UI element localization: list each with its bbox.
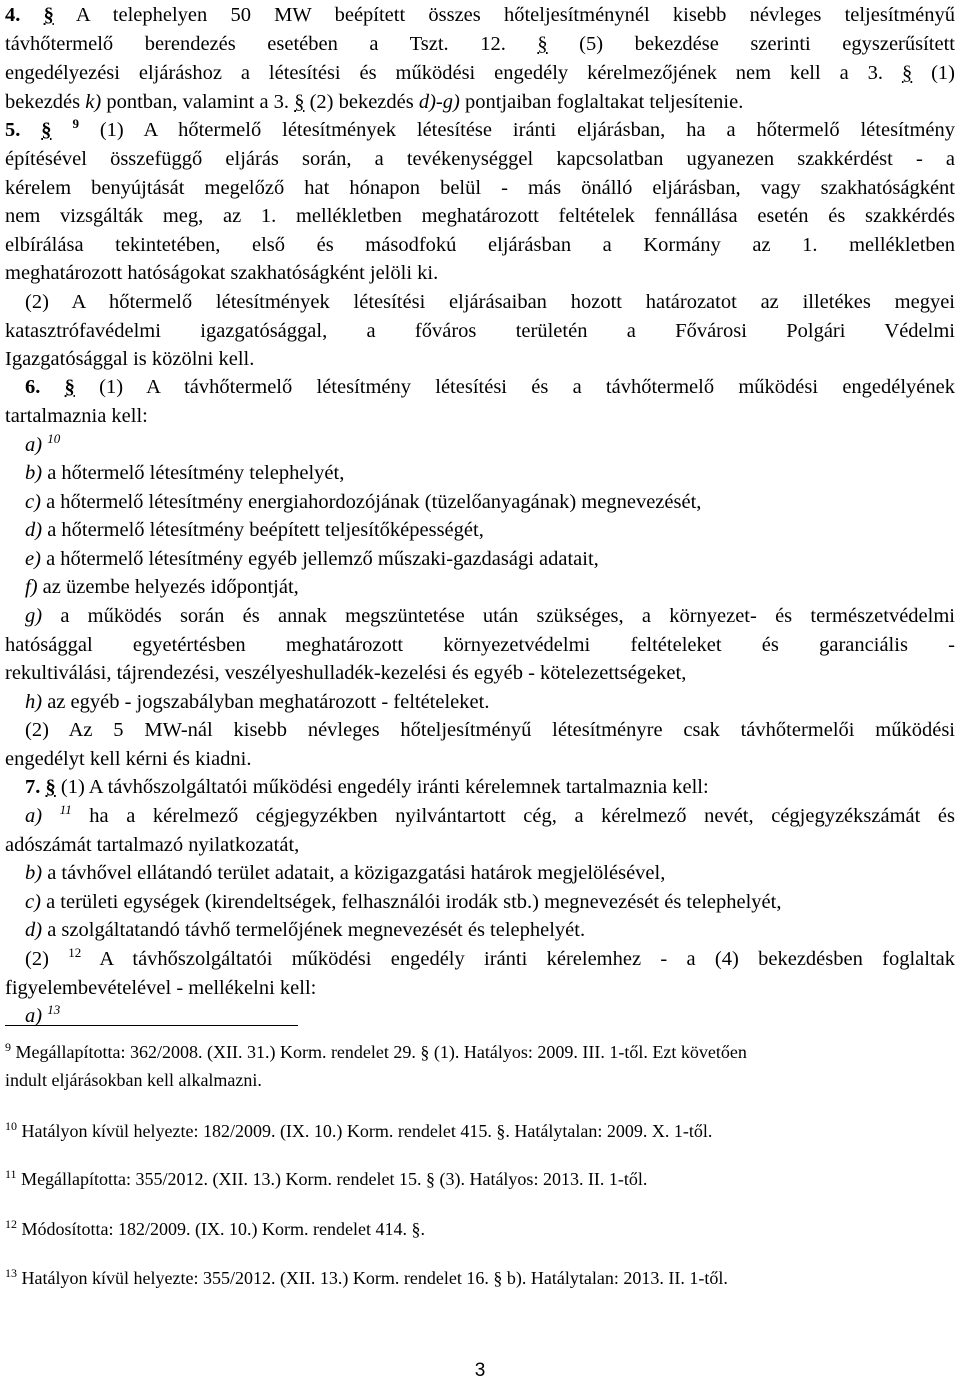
footnote-separator [5,1025,298,1026]
item-label: g) [25,605,43,627]
section-5-line-1 [5,117,955,143]
s7-item-b [25,860,955,886]
item-label: c) [25,491,41,513]
section-6-para-2-line-1: (2) Az 5 MW-nál kisebb névleges hőteljesítményű létesítményre csak távhőtermelői működési [25,719,955,741]
item-text: a hőtermelő létesítmény beépített teljesítőképességét, [42,519,484,541]
footnote-number: 13 [5,1266,17,1280]
footnote-text: Hatályon kívül helyezte: 182/2009. (IX. 10.) Korm. rendelet 415. §. Hatálytalan: 2009. X. 1-től. [17,1121,713,1141]
item-text: a távhővel ellátandó terület adatait, a közigazgatási határok megjelölésével, [42,862,666,884]
footnote-number: 11 [5,1167,17,1181]
item-text: a területi egységek (kirendeltségek, felhasználói irodák stb.) megnevezését és telephelyét, [40,891,782,913]
text: (1) [912,62,956,84]
text: engedélyezési eljáráshoz a létesítési és működési engedély kérelmezőjének nem kell a 3. [5,62,902,84]
footnote-number: 10 [5,1119,17,1133]
item-label: d) [25,919,43,941]
footnote-number: 12 [5,1217,17,1231]
section-number: 6. [25,376,41,398]
section-7-para-2-line-1 [25,946,955,972]
item-f [25,574,955,600]
section-7-line-1 [25,774,955,800]
section-number: 5. [5,119,21,141]
section-5-line-6: meghatározott hatóságokat szakhatóságként jelöli ki. [5,262,439,284]
text: pontban, valamint a 3. [101,91,295,113]
footnote-10 [5,1117,955,1145]
section-5-line-4: nem vizsgálták meg, az 1. mellékletben meghatározott feltételek fennállása esetén és szakkérdés [5,205,955,227]
section-5-line-2: építésével összefüggő eljárás során, a tevékenységgel kapcsolatban ugyanezen szakkérdést - a [5,148,955,170]
item-g-line-2: hatósággal egyetértésben meghatározott környezetvédelmi feltételeket és garanciális - [5,634,955,656]
item-g-line-3: rekultiválási, tájrendezési, veszélyeshulladék-kezelési és egyéb - kötelezettségeket, [5,662,687,684]
s7-item-a-line-2: adószámát tartalmazó nyilatkozatát, [5,834,300,856]
item-label: b) [25,462,43,484]
section-sign: § [537,33,548,55]
item-h [25,689,955,715]
text: bekezdés [5,91,86,113]
section-4-line-3 [5,60,955,86]
s7-item-c [25,889,955,915]
section-5-line-3: kérelem benyújtását megelőző hat hónapon belül - más önálló eljárásban, vagy szakhatóságként [5,177,955,199]
item-label: b) [25,862,43,884]
footnote-9-line-2: indult eljárásokban kell alkalmazni. [5,1070,262,1090]
section-6-line-2: tartalmaznia kell: [5,405,148,427]
item-b [25,460,955,486]
section-sign: § [901,62,913,84]
item-text: ha a kérelmező cégjegyzékben nyilvántartott cég, a kérelmező nevét, cégjegyzékszámát és [71,805,955,827]
paragraph-number: (2) [25,948,69,970]
section-number: 7. [25,776,41,798]
item-d [25,517,955,543]
text: pontjaiban foglaltakat teljesítenie. [459,91,744,113]
item-text: a hőtermelő létesítmény telephelyét, [42,462,345,484]
item-label: f) [25,576,38,598]
footnote-13 [5,1264,955,1292]
text: (2) bekezdés [304,91,419,113]
item-label: a) [25,1005,43,1027]
footnote-11 [5,1165,955,1193]
section-sign: § [294,91,305,113]
item-text: a működés során és annak megszüntetése után szükséges, a környezet- és természetvédelmi [42,605,955,627]
footnote-text: Hatályon kívül helyezte: 355/2012. (XII. 13.) Korm. rendelet 16. § b). Hatálytalan: 2013. II. 1-től. [17,1268,728,1288]
item-text: az egyéb - jogszabályban meghatározott - feltételeket. [42,691,490,713]
footnote-12 [5,1215,955,1243]
section-7-para-2-line-2: figyelembevételével - mellékelni kell: [5,977,317,999]
s7-item-d [25,917,955,943]
footnote-ref: 9 [72,116,79,131]
item-text: a hőtermelő létesítmény energiahordozójának (tüzelőanyagának) megnevezését, [40,491,702,513]
text: (5) bekezdése szerinti egyszerűsített [547,33,955,55]
paragraph-text: (1) A távhőtermelő létesítmény létesítési és a távhőtermelő működési engedélyének [74,376,956,398]
item-text: a szolgáltatandó távhő termelőjének megnevezését és telephelyét. [42,919,586,941]
point-label: k) [85,91,102,113]
footnote-ref: 12 [68,945,82,960]
section-6-para-2-line-2: engedélyt kell kérni és kiadni. [5,748,252,770]
section-sign: § [64,376,75,398]
item-label: d) [25,519,43,541]
footnote-ref: 10 [47,431,61,446]
section-4-line-1 [5,2,955,28]
section-sign: § [43,4,54,26]
footnote-9 [5,1038,955,1066]
item-g [25,603,955,629]
item-label: h) [25,691,43,713]
item-a [25,432,955,458]
paragraph-text: (1) A hőtermelő létesítmények létesítése iránti eljárásban, ha a hőtermelő létesítmény [78,119,955,141]
section-5-para-2-line-2: katasztrófavédelmi igazgatósággal, a főváros területén a Fővárosi Polgári Védelmi [5,320,955,342]
item-label: a) [25,805,43,827]
section-number: 4. [5,4,21,26]
section-sign: § [45,776,56,798]
section-4-line-2 [5,31,955,57]
page-number: 3 [474,1360,486,1381]
section-6-line-1 [25,374,955,400]
footnote-text: Megállapította: 355/2012. (XII. 13.) Korm. rendelet 15. § (3). Hatályos: 2013. II. 1-től. [16,1169,648,1189]
section-5-para-2-line-3: Igazgatósággal is közölni kell. [5,348,255,370]
item-label: c) [25,891,41,913]
section-5-line-5: elbírálása tekintetében, első és másodfokú eljárásban a Kormány az 1. mellékletben [5,234,955,256]
paragraph-text: A telephelyen 50 MW beépített összes hőteljesítménynél kisebb névleges teljesítményű [53,4,956,26]
item-text: a hőtermelő létesítmény egyéb jellemző műszaki-gazdasági adatait, [40,548,599,570]
paragraph-text: A távhőszolgáltatói működési engedély iránti kérelemhez - a (4) bekezdésben foglaltak [81,948,956,970]
text: távhőtermelő berendezés esetében a Tszt. 12. [5,33,538,55]
section-5-para-2-line-1: (2) A hőtermelő létesítmények létesítési eljárásaiban hozott határozatot az illetékes megyei [25,291,955,313]
point-label: d)-g) [418,91,460,113]
footnote-ref: 11 [59,802,72,817]
footnote-number: 9 [5,1040,11,1054]
item-c [25,489,955,515]
item-label: e) [25,548,41,570]
section-4-line-4 [5,89,955,115]
footnote-ref: 13 [47,1002,61,1017]
item-text: az üzembe helyezés időpontját, [37,576,299,598]
item-label: a) [25,434,43,456]
s7-item-a [25,803,955,829]
footnote-text: Megállapította: 362/2008. (XII. 31.) Korm. rendelet 29. § (1). Hatályos: 2009. III. 1-től. Ezt követően [11,1042,747,1062]
item-e [25,546,955,572]
section-sign: § [41,119,52,141]
paragraph-text: (1) A távhőszolgáltatói működési engedély iránti kérelemnek tartalmaznia kell: [55,776,709,798]
footnote-text: Módosította: 182/2009. (IX. 10.) Korm. rendelet 414. §. [17,1219,425,1239]
